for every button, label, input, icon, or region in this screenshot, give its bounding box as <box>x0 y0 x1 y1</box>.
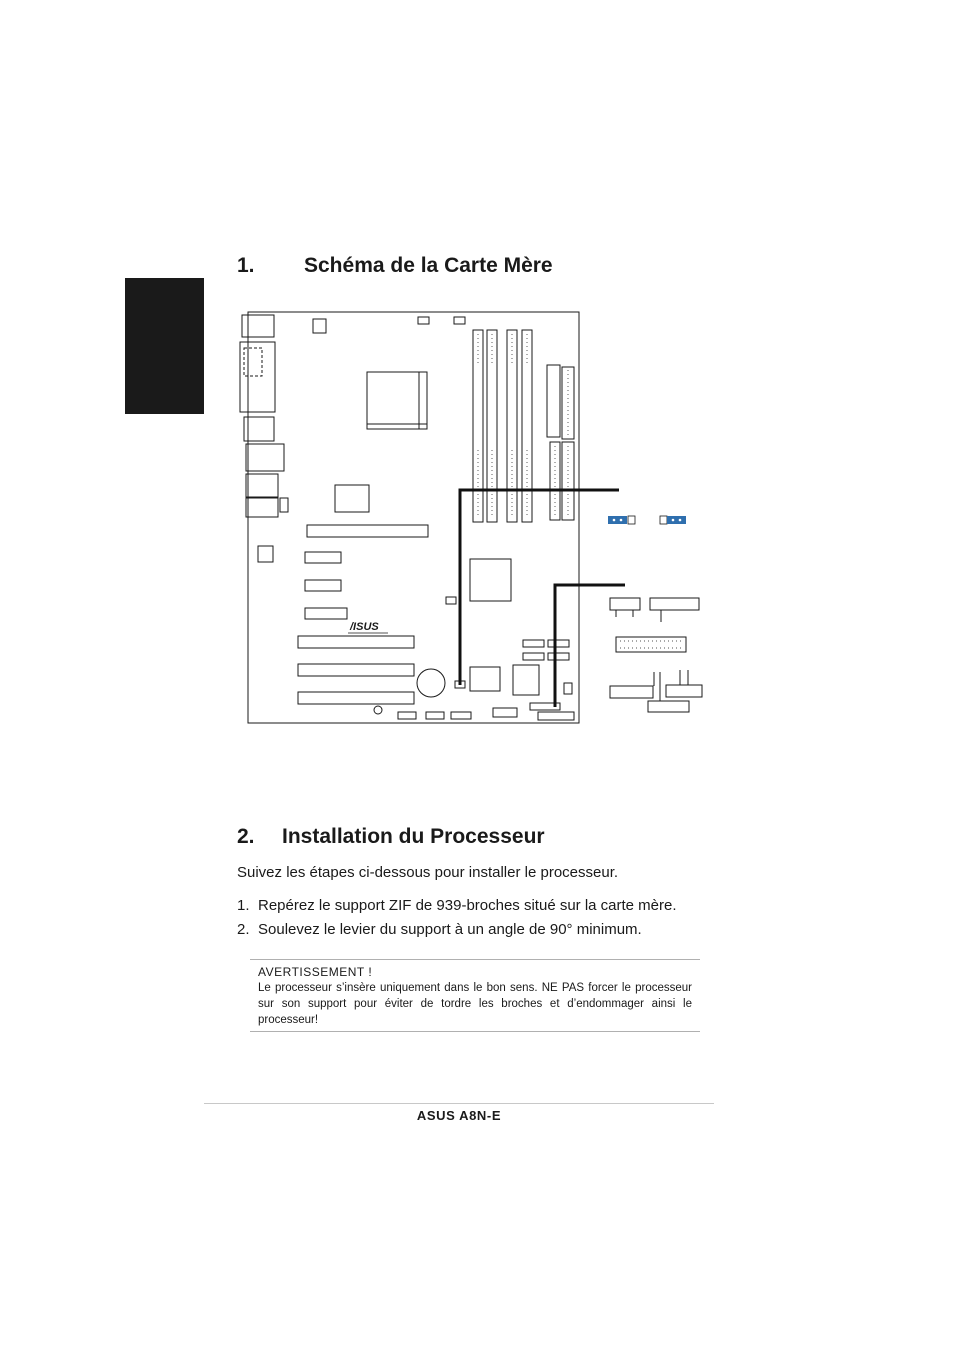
battery <box>417 669 445 697</box>
atx-power-connector <box>547 365 560 437</box>
lan-usb-port <box>246 444 284 471</box>
step-number: 1. <box>237 897 250 914</box>
pci-slot <box>298 664 414 676</box>
pci-slot <box>298 636 414 648</box>
pci-express-x1-slot <box>305 552 341 563</box>
motherboard-layout-diagram <box>230 300 720 730</box>
ps2-port <box>242 315 274 337</box>
usb-port <box>246 474 278 497</box>
cpu-socket <box>367 372 427 429</box>
callout-line-upper <box>460 490 619 685</box>
asus-logo: /ISUS <box>350 621 379 633</box>
step-list <box>237 897 677 945</box>
warning-text: Le processeur s’insère uniquement dans le bon sens. NE PAS forcer le processeur sur son support pour éviter de tordre les broches et d’endommager ainsi le processeur! <box>258 982 692 1026</box>
section-1-number: 1. <box>237 254 255 277</box>
section-1-heading <box>237 254 553 278</box>
parallel-port <box>240 342 275 412</box>
ide-connector <box>550 442 560 520</box>
sata-connector <box>523 640 544 647</box>
list-item <box>237 897 677 921</box>
jumper-block <box>667 516 686 524</box>
pci-express-x1-slot <box>305 580 341 591</box>
footer-model-name: ASUS A8N-E <box>416 1108 502 1123</box>
sata-connector <box>548 653 569 660</box>
warning-title: AVERTISSEMENT ! <box>258 965 373 979</box>
jumper-block <box>608 516 627 524</box>
footer-divider <box>204 1103 714 1104</box>
section-2-heading <box>237 825 545 849</box>
step-number: 2. <box>237 921 250 938</box>
list-item <box>237 921 677 945</box>
step-text: Soulevez le levier du support à un angle de 90° minimum. <box>258 921 642 938</box>
sata-connector <box>523 653 544 660</box>
board-outline <box>248 312 579 723</box>
section-1-title: Schéma de la Carte Mère <box>304 254 553 277</box>
sata-connector <box>548 640 569 647</box>
chipset <box>470 559 511 601</box>
step-text: Repérez le support ZIF de 939-broches situé sur la carte mère. <box>258 897 677 914</box>
language-side-tab <box>125 278 204 414</box>
floppy-connector <box>562 442 574 520</box>
section-2-number: 2. <box>237 825 255 848</box>
section-2-title: Installation du Processeur <box>282 825 545 848</box>
callout-line-lower <box>555 585 625 707</box>
pci-express-x1-slot <box>305 608 347 619</box>
pci-slot <box>298 692 414 704</box>
warning-box <box>250 959 700 1032</box>
pci-express-x16-slot <box>307 525 428 537</box>
intro-text: Suivez les étapes ci-dessous pour installer le processeur. <box>237 864 619 881</box>
